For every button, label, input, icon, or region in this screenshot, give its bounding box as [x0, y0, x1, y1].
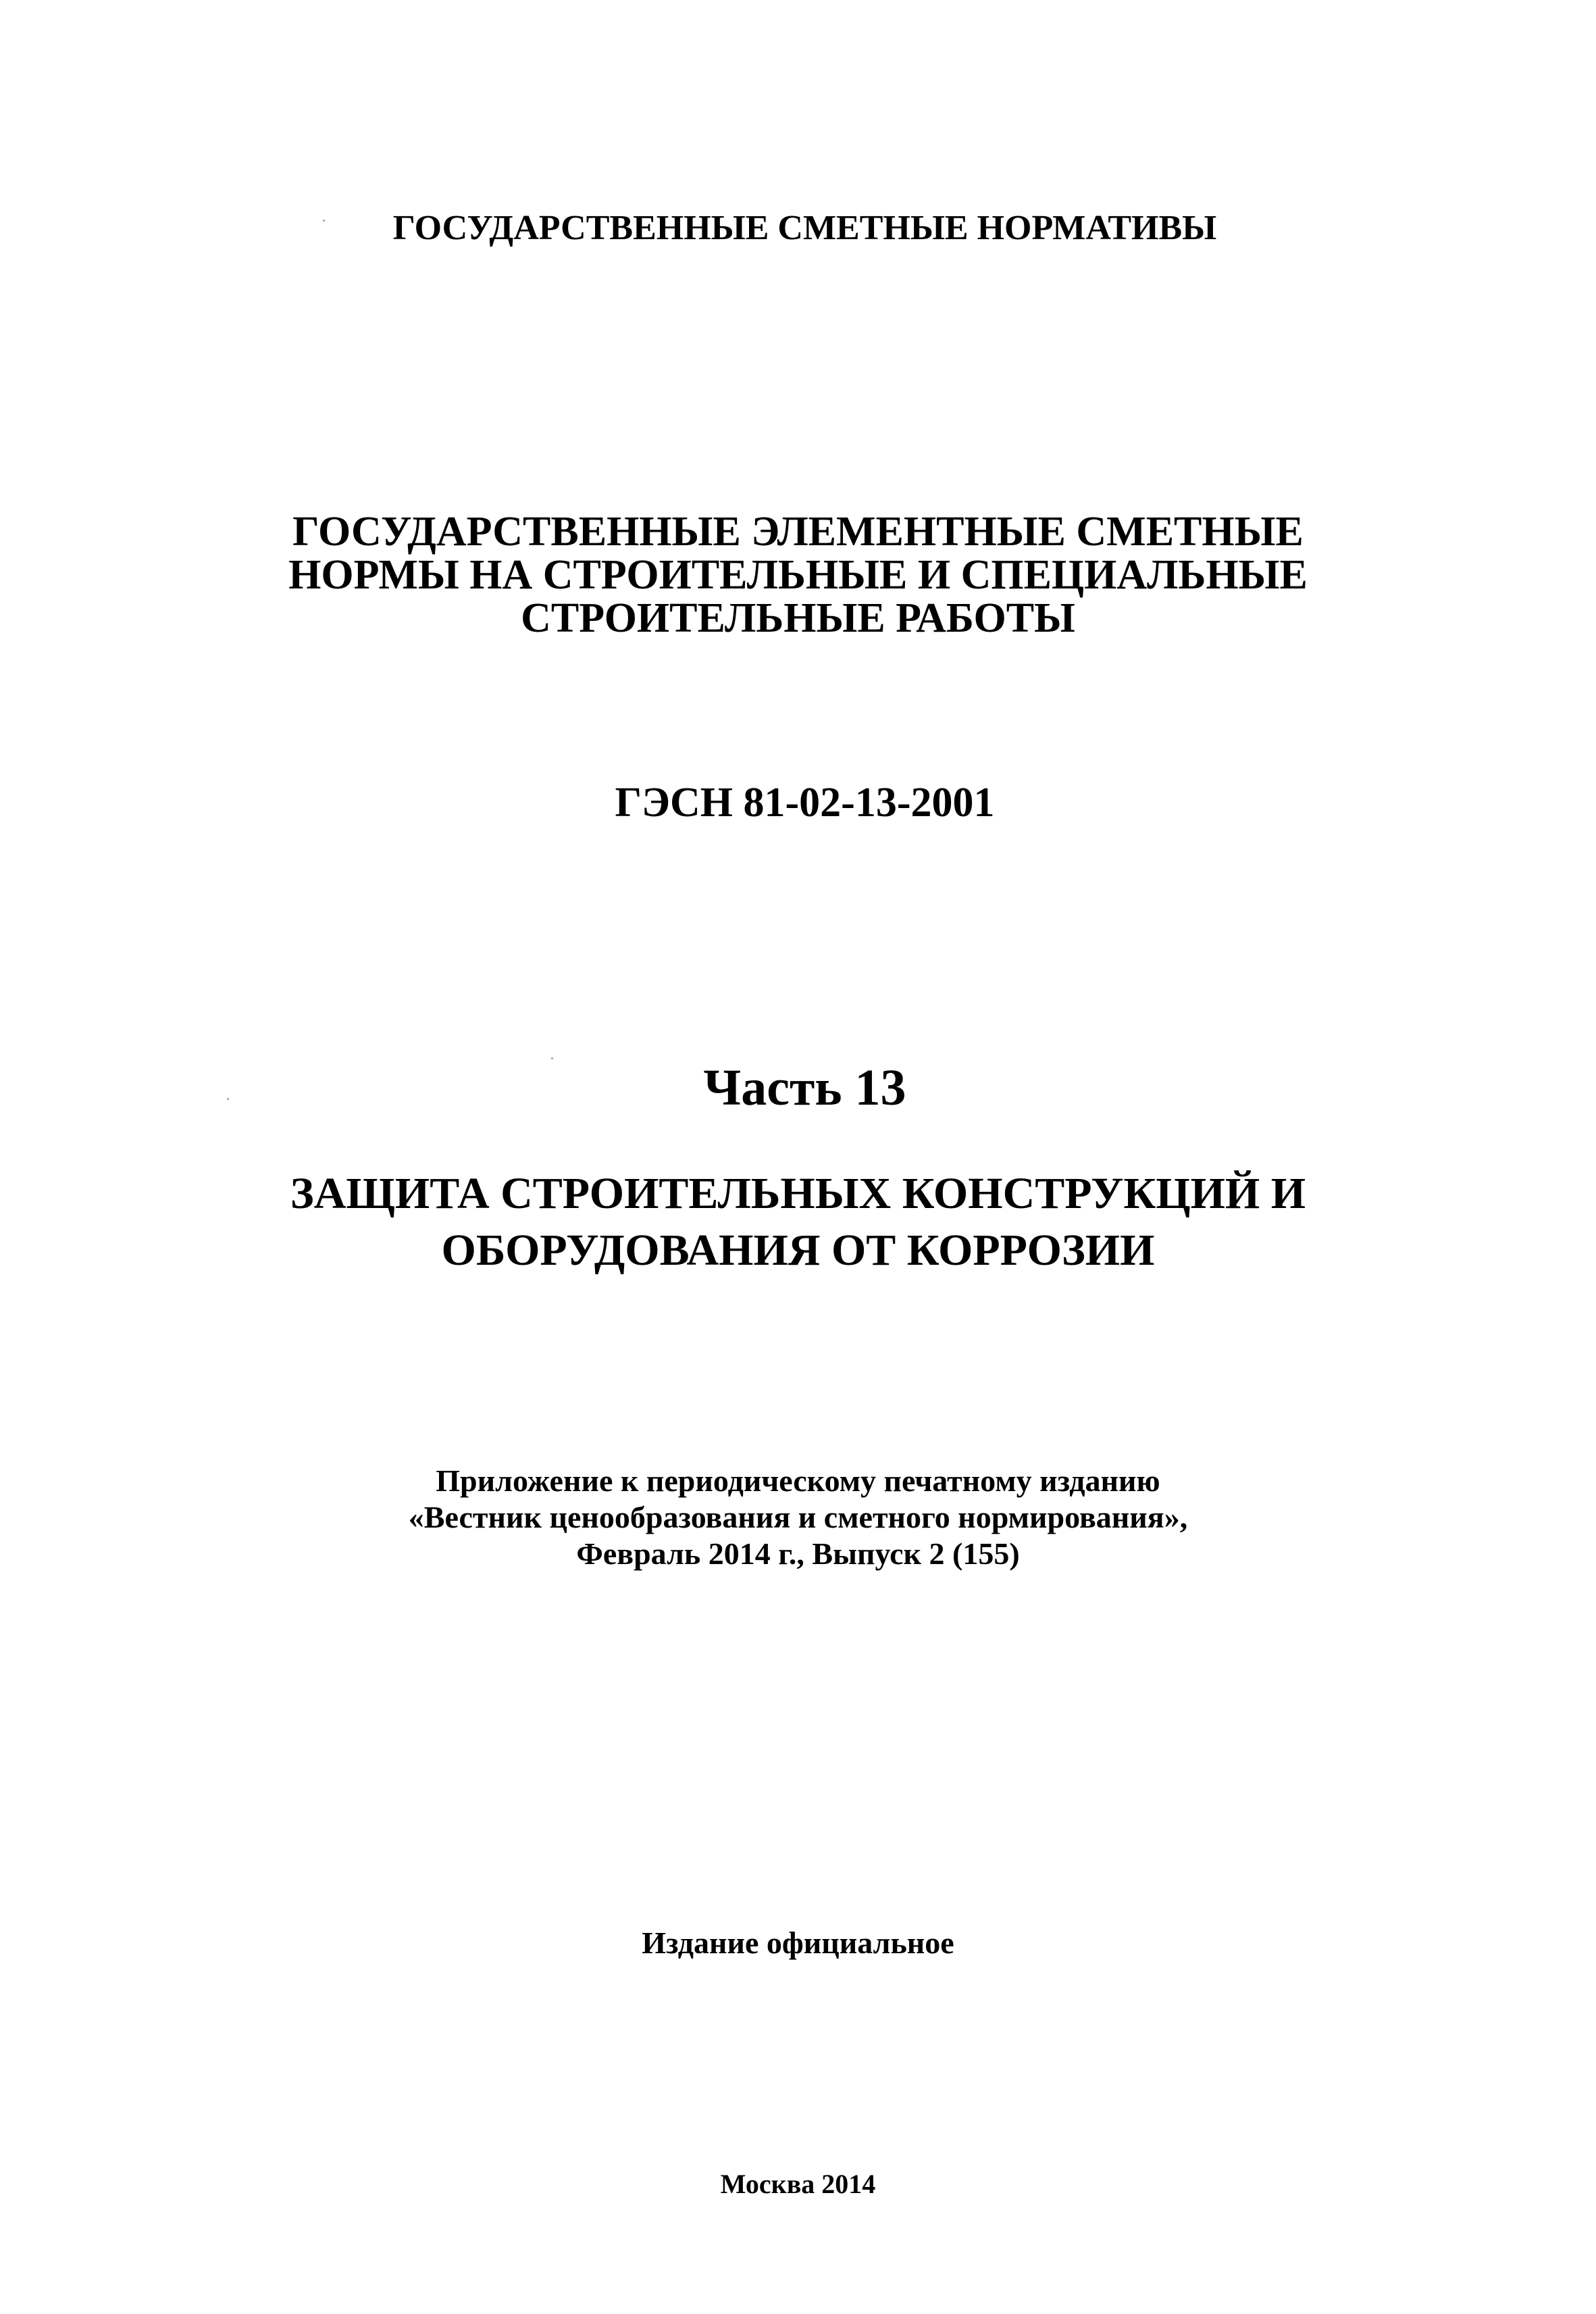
- city-year: Москва 2014: [720, 2169, 876, 2199]
- scan-speck: [323, 220, 325, 222]
- title-line: НОРМЫ НА СТРОИТЕЛЬНЫЕ И СПЕЦИАЛЬНЫЕ: [288, 552, 1308, 598]
- supplement-line: Приложение к периодическому печатному изданию: [436, 1463, 1160, 1498]
- part-number: Часть 13: [703, 1059, 906, 1116]
- title-line: СТРОИТЕЛЬНЫЕ РАБОТЫ: [521, 595, 1075, 641]
- supplement-line: Февраль 2014 г., Выпуск 2 (155): [576, 1536, 1020, 1571]
- scan-speck: [551, 1057, 553, 1059]
- series-header: ГОСУДАРСТВЕННЫЕ СМЕТНЫЕ НОРМАТИВЫ: [392, 209, 1217, 247]
- scan-speck: [227, 1098, 229, 1100]
- title-line: ГОСУДАРСТВЕННЫЕ ЭЛЕМЕНТНЫЕ СМЕТНЫЕ: [292, 509, 1304, 555]
- part-title-line: ЗАЩИТА СТРОИТЕЛЬНЫХ КОНСТРУКЦИЙ И: [290, 1169, 1306, 1218]
- document-code: ГЭСН 81-02-13-2001: [615, 780, 995, 826]
- part-title-line: ОБОРУДОВАНИЯ ОТ КОРРОЗИИ: [441, 1226, 1155, 1275]
- edition-note: Издание официальное: [642, 1926, 954, 1960]
- supplement-note: [0, 1463, 1596, 1572]
- part-title: [0, 1165, 1596, 1279]
- document-title: [0, 510, 1596, 640]
- supplement-line: «Вестник ценообразования и сметного нормирования»,: [408, 1500, 1188, 1534]
